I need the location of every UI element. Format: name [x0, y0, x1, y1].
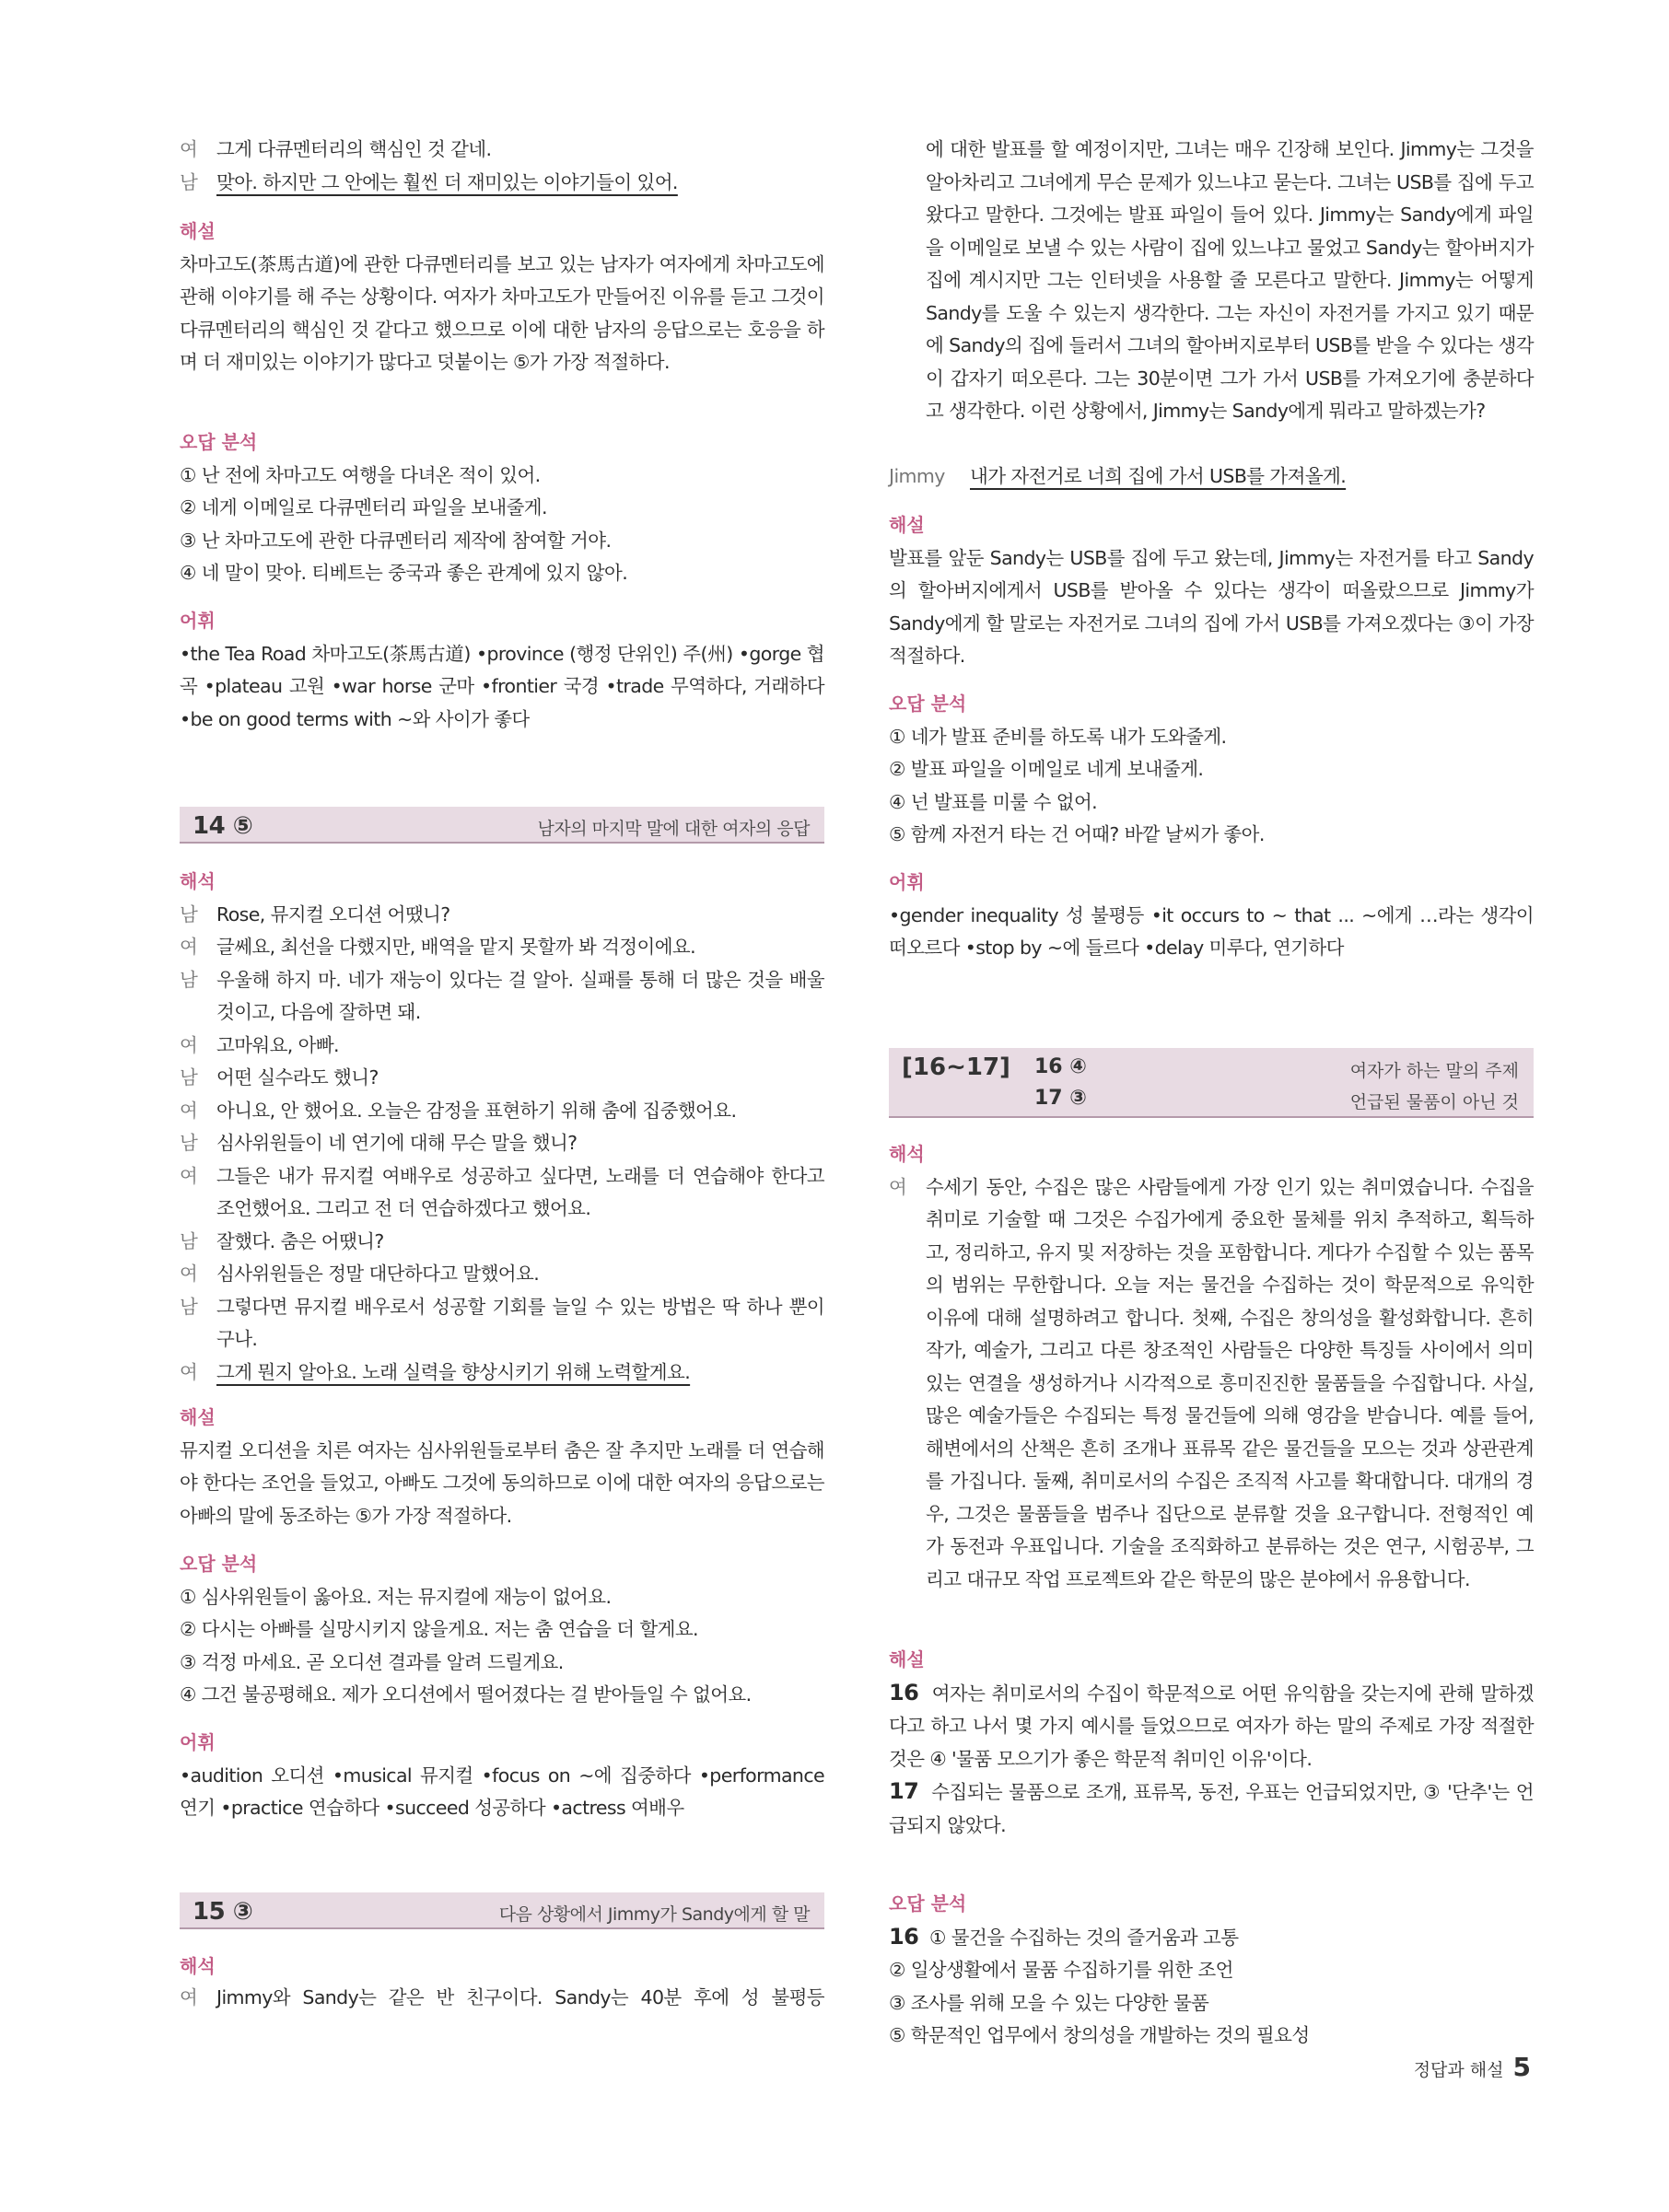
question-number: 15 ③ — [193, 1898, 253, 1926]
wrong-answer-item: 16 ① 물건을 수집하는 것의 즐거움과 고통 — [889, 1923, 1239, 1950]
script-heading: 해석 — [180, 870, 216, 892]
q16-17-explanation — [889, 1644, 1534, 1842]
explanation-heading: 해설 — [889, 514, 925, 536]
q15-script-part2 — [889, 134, 1534, 428]
explanation-text: 발표를 앞둔 Sandy는 USB를 집에 두고 왔는데, Jimmy는 자전거를 타고 Sandy의 할아버지에게서 USB를 받아올 수 있다는 생각이 떠올랐으므로 Jimmy가 Sandy에게 할 말로는 자전거로 그녀의 집에 가서 USB를 가져오겠다는 ③이 가장 적절하다. — [889, 546, 1534, 667]
wrong-answer-item: ② 발표 파일을 이메일로 네게 보내줄게. — [889, 758, 1204, 780]
q13-explanation — [180, 215, 824, 379]
q15-vocabulary — [889, 867, 1534, 965]
wrong-answer-item: ② 다시는 아빠를 실망시키지 않을게요. 저는 춤 연습을 더 할게요. — [180, 1618, 698, 1640]
dialogue-line: 여 글쎄요, 최선을 다했지만, 배역을 맡지 못할까 봐 걱정이에요. — [180, 936, 696, 958]
wrong-answer-item: ② 일상생활에서 물품 수집하기를 위한 조언 — [889, 1959, 1233, 1981]
question-title: 남자의 마지막 말에 대한 여자의 응답 — [537, 819, 810, 839]
explanation-heading: 해설 — [889, 1648, 925, 1671]
dialogue-line: 여 고마워요, 아빠. — [180, 1033, 339, 1056]
q16-17-script — [889, 1138, 1534, 1596]
q15-answer-line — [889, 460, 1534, 494]
vocabulary-text: •audition 오디션 •musical 뮤지컬 •focus on ~에 집중하다 •performance 연기 •practice 연습하다 •succeed 성공하다 •actress 여배우 — [180, 1764, 824, 1819]
page-number: 5 — [1512, 2052, 1531, 2082]
explanation-text: 차마고도(茶馬古道)에 관한 다큐멘터리를 보고 있는 남자가 여자에게 차마고도에 관해 이야기를 해 주는 상황이다. 여자가 차마고도가 만들어진 이유를 듣고 그것이 다큐멘터리의 핵심인 것 같다고 했으므로 이에 대한 남자의 응답으로는 호응을 하며 더 재미있는 이야기가 많다고 덧붙이는 ⑤가 가장 적절하다. — [180, 252, 824, 373]
footer-label: 정답과 해설 — [1413, 2060, 1504, 2080]
dialogue-line: 여 그들은 내가 뮤지컬 여배우로 성공하고 싶다면, 노래를 더 연습해야 한다고 조언했어요. 그리고 전 더 연습하겠다고 했어요. — [180, 1164, 824, 1219]
vocabulary-heading: 어휘 — [180, 1731, 216, 1753]
dialogue-line: 여 심사위원들은 정말 대단하다고 말했어요. — [180, 1263, 540, 1285]
vocabulary-text: •the Tea Road 차마고도(茶馬古道) •province (행정 단위인) 주(州) •gorge 협곡 •plateau 고원 •war horse 군마 •frontier 국경 •trade 무역하다, 거래하다 •be on good terms with ~와 사이가 좋다 — [180, 642, 824, 730]
dialogue-line: 남 잘했다. 춤은 어땠니? — [180, 1229, 384, 1252]
wrong-answer-item: ⑤ 학문적인 업무에서 창의성을 개발하는 것의 필요성 — [889, 2024, 1310, 2046]
wrong-answers-heading: 오답 분석 — [180, 1553, 258, 1575]
question-number: 14 ⑤ — [193, 812, 253, 840]
q14-script — [180, 866, 824, 1389]
explanation-17: 17 수집되는 물품으로 조개, 표류목, 동전, 우표는 언급되었지만, ③ '단추'는 언급되지 않았다. — [889, 1778, 1534, 1836]
wrong-answers-heading: 오답 분석 — [889, 693, 967, 715]
q13-vocabulary — [180, 605, 824, 736]
script-heading: 해석 — [889, 1143, 925, 1165]
vocabulary-heading: 어휘 — [889, 871, 925, 893]
script-heading: 해석 — [180, 1955, 216, 1977]
script-text: 여 수세기 동안, 수집은 많은 사람들에게 가장 인기 있는 취미였습니다. 수집을 취미로 기술할 때 그것은 수집가에게 중요한 물체를 위치 추적하고, 획득하고, 정리하고, 유지 및 저장하는 것을 포함합니다. 게다가 수집할 수 있는 품목의 범위는 무한합니다. 오늘 저는 물건을 수집하는 것이 학문적으로 유익한 이유에 대해 설명하려고 합니다. 첫째, 수집은 창의성을 활성화합니다. 흔히 작가, 예술가, 그리고 다른 창조적인 사람들은 다양한 특징들 사이에서 의미 있는 연결을 생성하거나 시각적으로 흥미진진한 물품들을 수집합니다. 사실, 많은 예술가들은 수집되는 특정 물건들에 의해 영감을 받습니다. 예를 들어, 해변에서의 산책은 흔히 조개나 표류목 같은 물건들을 모으는 것과 상관관계를 가집니다. 둘째, 취미로서의 수집은 조직적 사고를 확대합니다. 대개의 경우, 그것은 물품들을 범주나 집단으로 분류할 것을 요구합니다. 전형적인 예가 동전과 우표입니다. 기술을 조직화하고 분류하는 것은 연구, 시험공부, 그리고 대규모 작업 프로젝트와 같은 학문의 많은 분야에서 유용합니다. — [889, 1175, 1534, 1590]
question-title: 다음 상황에서 Jimmy가 Sandy에게 할 말 — [498, 1904, 810, 1925]
wrong-answer-item: ① 네가 발표 준비를 하도록 내가 도와줄게. — [889, 725, 1227, 748]
wrong-answer-item: ④ 넌 발표를 미룰 수 없어. — [889, 790, 1098, 813]
vocabulary-text: •gender inequality 성 불평등 •it occurs to ~ that ... ~에게 …라는 생각이 떠오르다 •stop by ~에 들르다 •delay 미루다, 연기하다 — [889, 903, 1534, 959]
wrong-answer-item: ② 네게 이메일로 다큐멘터리 파일을 보내줄게. — [180, 496, 547, 518]
wrong-answer-item: ① 심사위원들이 옳아요. 저는 뮤지컬에 재능이 없어요. — [180, 1585, 612, 1608]
question-range: [16~17] — [902, 1054, 1010, 1081]
explanation-heading: 해설 — [180, 220, 216, 242]
script-text: 에 대한 발표를 할 예정이지만, 그녀는 매우 긴장해 보인다. Jimmy는 그것을 알아차리고 그녀에게 무슨 문제가 있느냐고 묻는다. 그녀는 USB를 집에 두고 왔다고 말한다. 그것에는 발표 파일이 들어 있다. Jimmy는 Sandy에게 파일을 이메일로 보낼 수 있는 사람이 집에 있느냐고 물었고 Sandy는 할아버지가 집에 계시지만 그는 인터넷을 사용할 줄 모른다고 말한다. Jimmy는 어떻게 Sandy를 도울 수 있는지 생각한다. 그는 자신이 자전거를 가지고 있기 때문에 Sandy의 집에 들러서 그녀의 할아버지로부터 USB를 받을 수 있다는 생각이 갑자기 떠오른다. 그는 30분이면 그가 가서 USB를 가져오기에 충분하다고 생각한다. 이런 상황에서, Jimmy는 Sandy에게 뭐라고 말하겠는가? — [926, 138, 1534, 422]
q15-explanation — [889, 509, 1534, 673]
question-17-number: 17 ③ — [1034, 1087, 1087, 1110]
question-14-header — [180, 807, 824, 844]
wrong-answers-heading: 오답 분석 — [180, 431, 258, 453]
question-16-number: 16 ④ — [1034, 1055, 1087, 1078]
q15-script-heading-block — [180, 1950, 824, 1984]
explanation-text: 뮤지컬 오디션을 치른 여자는 심사위원들로부터 춤은 잘 추지만 노래를 더 연습해야 한다는 조언을 들었고, 아빠도 그것에 동의하므로 이에 대한 여자의 응답으로는 아빠의 말에 동조하는 ⑤가 가장 적절하다. — [180, 1438, 824, 1527]
dialogue-line: 남 어떤 실수라도 했니? — [180, 1066, 379, 1089]
dialogue-line: 남 맞아. 하지만 그 안에는 훨씬 더 재미있는 이야기들이 있어. — [180, 170, 678, 193]
explanation-heading: 해설 — [180, 1406, 216, 1428]
dialogue-line: 여 아니요, 안 했어요. 오늘은 감정을 표현하기 위해 춤에 집중했어요. — [180, 1099, 737, 1122]
page-footer — [1414, 2052, 1531, 2082]
q13-wrong-answers — [180, 426, 824, 590]
wrong-answer-item: ③ 난 차마고도에 관한 다큐멘터리 제작에 참여할 거야. — [180, 529, 612, 552]
dialogue-line: 여 그게 다큐멘터리의 핵심인 것 같네. — [180, 138, 492, 160]
script-text: 여 Jimmy와 Sandy는 같은 반 친구이다. Sandy는 40분 후에 성 불평등 — [180, 1986, 824, 2008]
answer-line: Jimmy 내가 자전거로 너희 집에 가서 USB를 가져올게. — [889, 465, 1347, 487]
wrong-answer-item: ① 난 전에 차마고도 여행을 다녀온 적이 있어. — [180, 463, 541, 486]
dialogue-line: 남 그렇다면 뮤지컬 배우로서 성공할 기회를 늘일 수 있는 방법은 딱 하나 뿐이구나. — [180, 1295, 824, 1350]
q15-wrong-answers — [889, 688, 1534, 852]
wrong-answer-item: ④ 네 말이 맞아. 티베트는 중국과 좋은 관계에 있지 않아. — [180, 562, 628, 584]
wrong-answer-item: ⑤ 함께 자전거 타는 건 어때? 바깥 날씨가 좋아. — [889, 823, 1265, 845]
question-15-header — [180, 1892, 824, 1929]
dialogue-line: 남 우울해 하지 마. 네가 재능이 있다는 걸 알아. 실패를 통해 더 많은 것을 배울 것이고, 다음에 잘하면 돼. — [180, 968, 824, 1023]
question-17-title: 언급된 물품이 아닌 것 — [1349, 1092, 1519, 1112]
wrong-answer-item: ④ 그건 불공평해요. 제가 오디션에서 떨어졌다는 걸 받아들일 수 없어요. — [180, 1683, 752, 1706]
q13-dialogue — [180, 134, 824, 199]
wrong-answer-item: ③ 조사를 위해 모을 수 있는 다양한 물품 — [889, 1991, 1209, 2014]
vocabulary-heading: 어휘 — [180, 610, 216, 632]
question-16-17-header — [889, 1048, 1534, 1118]
explanation-16: 16 여자는 취미로서의 수집이 학문적으로 어떤 유익함을 갖는지에 관해 말하겠다고 하고 나서 몇 가지 예시를 들었으므로 여자가 하는 말의 주제로 가장 적절한 것은 ④ '물품 모으기가 좋은 학문적 취미인 이유'이다. — [889, 1679, 1534, 1770]
question-16-title: 여자가 하는 말의 주제 — [1349, 1061, 1519, 1081]
dialogue-line: 남 심사위원들이 네 연기에 대해 무슨 말을 했니? — [180, 1132, 578, 1154]
dialogue-line: 여 그게 뭔지 알아요. 노래 실력을 향상시키기 위해 노력할게요. — [180, 1360, 691, 1383]
dialogue-line: 남 Rose, 뮤지컬 오디션 어땠니? — [180, 902, 450, 926]
q15-script-part1 — [180, 1982, 824, 2015]
wrong-answer-item: ③ 걱정 마세요. 곧 오디션 결과를 알려 드릴게요. — [180, 1650, 564, 1673]
q14-explanation — [180, 1402, 824, 1532]
q14-wrong-answers — [180, 1548, 824, 1712]
q16-17-wrong-answers — [889, 1888, 1534, 2053]
q14-vocabulary — [180, 1727, 824, 1825]
wrong-answers-heading: 오답 분석 — [889, 1892, 967, 1915]
